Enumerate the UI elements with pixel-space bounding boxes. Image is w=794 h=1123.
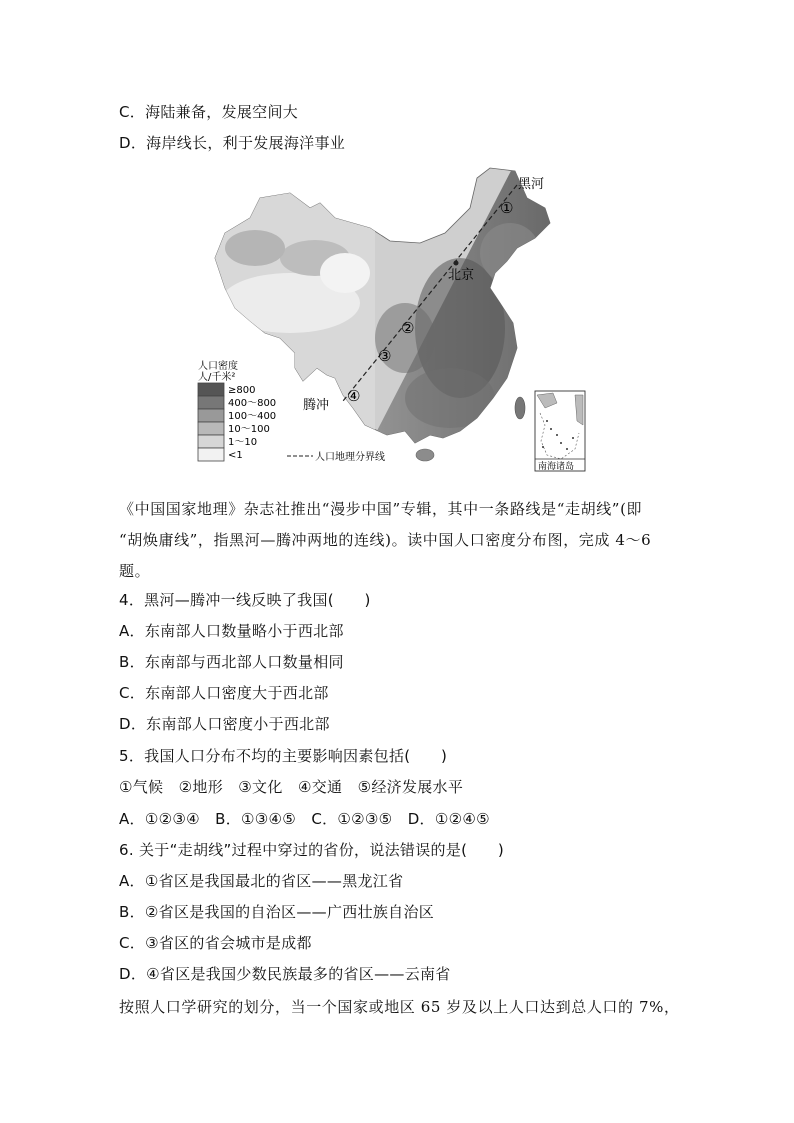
label-p1: ①: [500, 199, 514, 217]
q6-option-a: A．①省区是我国最北的省区——黑龙江省: [119, 872, 404, 890]
label-p3: ③: [378, 347, 392, 365]
legend-swatch-3: [198, 422, 224, 435]
legend-unit: 人/千米²: [198, 372, 236, 383]
legend-swatch-2: [198, 409, 224, 422]
legend-item-4: 1～10: [228, 437, 258, 448]
legend-item-2: 100～400: [228, 411, 277, 422]
legend-item-3: 10～100: [228, 424, 270, 435]
q6-stem: 6. 关于“走胡线”过程中穿过的省份，说法错误的是( ): [119, 841, 505, 859]
q6-option-d: D．④省区是我国少数民族最多的省区——云南省: [119, 965, 451, 983]
option-d-prev: D．海岸线长，利于发展海洋事业: [119, 134, 346, 152]
label-p4: ④: [347, 387, 361, 405]
map-svg: [195, 163, 595, 473]
taiwan-shape: [515, 397, 525, 419]
intro-line-1: 《中国国家地理》杂志社推出“漫步中国”专辑，其中一条路线是“走胡线”(即: [119, 500, 643, 518]
q4-option-a: A．东南部人口数量略小于西北部: [119, 622, 344, 640]
intro-paragraph: [119, 494, 679, 587]
label-tengchong: 腾冲: [303, 398, 330, 413]
q4-option-d: D．东南部人口密度小于西北部: [119, 715, 330, 733]
legend-swatch-4: [198, 435, 224, 448]
q5-factors: ①气候 ②地形 ③文化 ④交通 ⑤经济发展水平: [119, 778, 464, 796]
label-p2: ②: [401, 319, 415, 337]
legend-item-0: ≥800: [228, 385, 256, 396]
q5-stem: 5．我国人口分布不均的主要影响因素包括( ): [119, 747, 448, 765]
intro-line-3: 题。: [119, 562, 151, 580]
population-density-map: [195, 163, 595, 473]
inset-label: 南海诸岛: [538, 462, 575, 472]
legend-item-5: <1: [228, 450, 243, 461]
intro-line-2: “胡焕庸线”，指黑河—腾冲两地的连线)。读中国人口密度分布图，完成 4～6: [119, 531, 652, 549]
legend-swatch-5: [198, 448, 224, 461]
q6-option-b: B．②省区是我国的自治区——广西壮族自治区: [119, 903, 435, 921]
beijing-dot: [454, 261, 459, 266]
q5-options: A．①②③④ B．①③④⑤ C．①②③⑤ D．①②④⑤: [119, 810, 490, 828]
hainan-shape: [416, 449, 434, 461]
option-c-prev: C．海陆兼备，发展空间大: [119, 103, 299, 121]
south-china-sea-inset: [535, 391, 585, 472]
legend-swatch-1: [198, 396, 224, 409]
tail-paragraph: [119, 992, 679, 1023]
q6-option-c: C．③省区的省会城市是成都: [119, 934, 312, 952]
q4-option-c: C．东南部人口密度大于西北部: [119, 684, 329, 702]
legend-item-1: 400～800: [228, 398, 277, 409]
legend-line-label: 人口地理分界线: [315, 452, 385, 463]
label-heihe: 黑河: [518, 177, 545, 192]
q4-stem: 4．黑河—腾冲一线反映了我国( ): [119, 591, 371, 609]
q4-option-b: B．东南部与西北部人口数量相同: [119, 653, 344, 671]
legend-swatch-0: [198, 383, 224, 396]
tail-line-1: 按照人口学研究的划分，当一个国家或地区 65 岁及以上人口达到总人口的 7%，: [119, 998, 680, 1016]
label-beijing: 北京: [448, 268, 475, 283]
legend-title: 人口密度: [198, 361, 238, 372]
